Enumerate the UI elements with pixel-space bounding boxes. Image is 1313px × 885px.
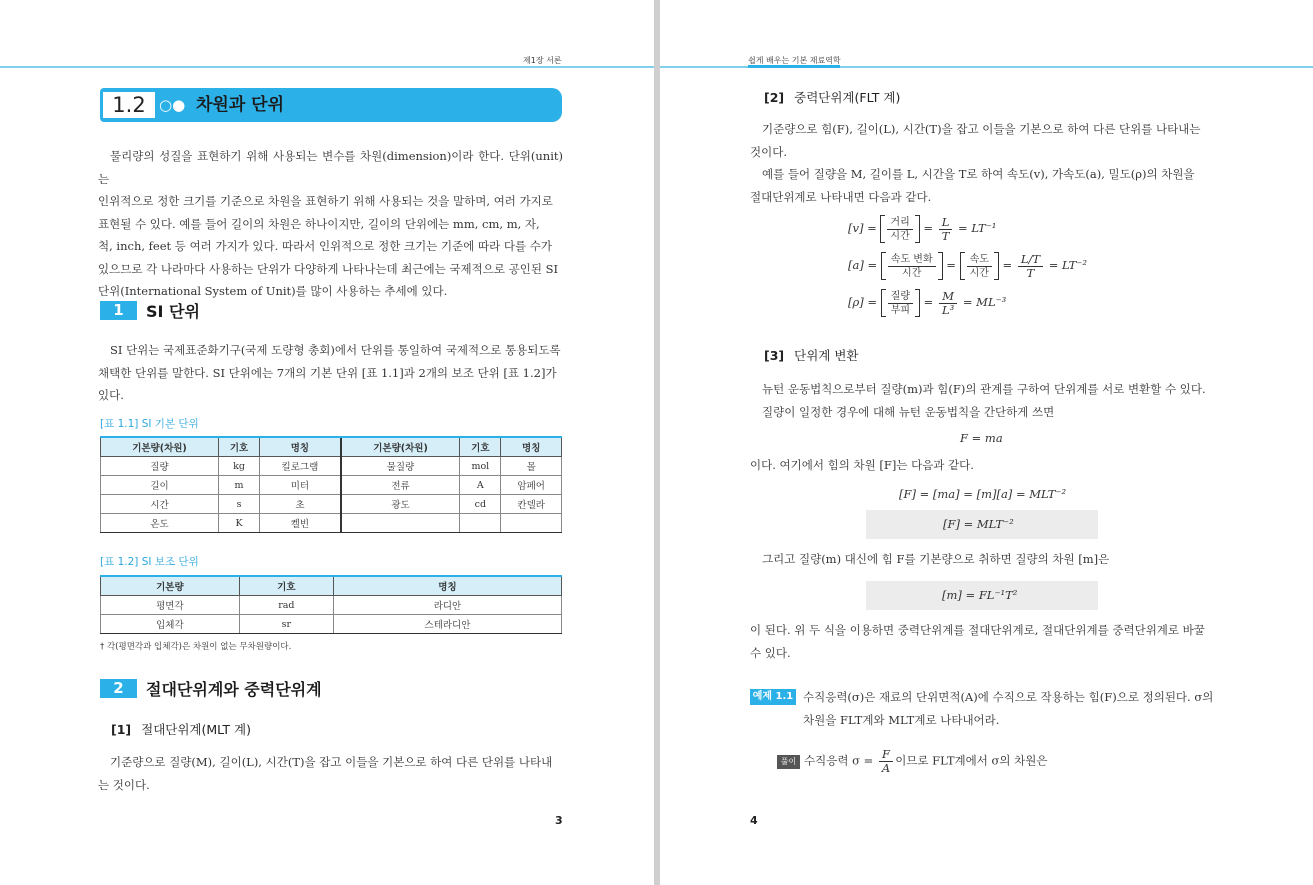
text-line: 이 된다. 위 두 식을 이용하면 중력단위계를 절대단위계로, 절대단위계를 중력단위계로 바꿀 (750, 623, 1205, 637)
subsection-title: SI 단위 (146, 302, 200, 321)
equation-newton: F = ma (960, 431, 1003, 445)
eq-rhs: = LT⁻¹ (958, 221, 997, 235)
running-head: 쉽게 배우는 기본 재료역학 (748, 56, 841, 65)
solution-text (804, 748, 1047, 775)
eq-denominator: T (1026, 265, 1035, 280)
equation-mass-dimension: [m] = FL⁻¹T² (942, 588, 1018, 602)
text-line: 단위(International System of Unit)를 많이 사용하는 추세에 있다. (98, 284, 448, 298)
left-page (0, 0, 654, 885)
text-line: 그리고 질량(m) 대신에 힘 F를 기본량으로 취하면 질량의 차원 [m]은 (762, 552, 1110, 566)
table-cell: cd (460, 495, 501, 514)
eq-numerator: 속도 변화 (888, 253, 936, 267)
si-supplementary-units-table (100, 575, 562, 634)
table-cell: 라디안 (333, 596, 561, 615)
table-cell: 몰 (501, 457, 562, 476)
table-cell: 평면각 (101, 596, 240, 615)
subsection-title: 절대단위계와 중력단위계 (146, 680, 322, 699)
table-row (101, 476, 562, 495)
solution-pre: 수직응력 σ = (804, 753, 874, 768)
eq-numerator: 거리 (887, 216, 912, 230)
eq-rhs: = ML⁻³ (962, 295, 1007, 309)
page-number: 3 (555, 814, 563, 827)
eq-denominator: 부피 (890, 304, 911, 316)
eq-denominator: 시간 (902, 267, 922, 279)
table-cell: A (460, 476, 501, 495)
mass-dimension-text (750, 548, 1214, 571)
text-line: 기준량으로 질량(M), 길이(L), 시간(T)을 잡고 이들을 기본으로 하여 다른 단위를 나타내 (110, 755, 553, 769)
eq-equals: = (946, 258, 956, 272)
table-header: 기호 (219, 437, 260, 457)
heading-unit-conversion (764, 346, 858, 364)
table-header: 기호 (460, 437, 501, 457)
heading-number: [2] (764, 90, 785, 105)
eq-numerator: L/T (1018, 253, 1043, 267)
table-cell: 전류 (341, 476, 460, 495)
section-dots-icon: ○● (159, 96, 186, 114)
conversion-paragraph (750, 378, 1214, 423)
eq-equals: = (923, 221, 934, 235)
intro-paragraph (98, 145, 563, 303)
page-number: 4 (750, 814, 758, 827)
eq-denominator: 시간 (890, 230, 910, 242)
table-header: 기본량(차원) (341, 437, 460, 457)
eq-numerator: L (939, 216, 953, 230)
table-cell: 스테라디안 (333, 615, 561, 634)
table-row (101, 514, 562, 533)
table-cell: 초 (260, 495, 341, 514)
eq-numerator: 질량 (888, 290, 913, 304)
eq-denominator: A (881, 761, 891, 775)
text-line: 물리량의 성질을 표현하기 위해 사용되는 변수를 차원(dimension)이라 한다. 단위(unit)는 (98, 149, 563, 186)
text-line: 척, inch, feet 등 여러 가지가 있다. 따라서 인위적으로 정한 크기는 기준에 따라 다를 수가 (98, 239, 552, 253)
example-badge: 예제 1.1 (750, 689, 796, 705)
equation-force-derivation: [F] = [ma] = [m][a] = MLT⁻² (899, 487, 1067, 501)
example-text (803, 686, 1223, 731)
absolute-system-paragraph (98, 751, 563, 796)
table-cell: 광도 (341, 495, 460, 514)
text-line: 인위적으로 정한 크기를 기준으로 차원을 표현하기 위해 사용되는 것을 말하며, 여러 가지로 (98, 194, 553, 208)
table-cell: 킬로그램 (260, 457, 341, 476)
section-number: 1.2 (103, 92, 155, 118)
text-line: 는 것이다. (98, 777, 150, 792)
solution-post: 이므로 FLT계에서 σ의 차원은 (895, 753, 1048, 768)
table-row (101, 615, 562, 634)
table-cell: 물질량 (341, 457, 460, 476)
text-line: 절대단위계로 나타내면 다음과 같다. (750, 189, 932, 204)
text-line: 채택한 단위를 말한다. SI 단위에는 7개의 기본 단위 [표 1.1]과 2개의 보조 단위 [표 1.2]가 (98, 365, 557, 380)
section-title-bar (100, 88, 562, 122)
text-line: 수 있다. (750, 645, 791, 660)
si-paragraph (98, 339, 563, 407)
table-cell: K (219, 514, 260, 533)
eq-lhs: [ρ] = (848, 295, 878, 309)
text-line: 질량이 일정한 경우에 대해 뉴턴 운동법칙을 간단하게 쓰면 (762, 404, 1055, 419)
eq-denominator: T (941, 228, 950, 243)
text-line: 예를 들어 질량을 M, 길이를 L, 시간을 T로 하여 속도(v), 가속도(a), 밀도(ρ)의 차원을 (762, 167, 1195, 181)
table-caption: [표 1.1] SI 기본 단위 (100, 418, 199, 430)
eq-rhs: = LT⁻² (1048, 258, 1088, 272)
table-header: 명칭 (501, 437, 562, 457)
table-header: 기호 (239, 576, 333, 596)
table-header: 기본량 (101, 576, 240, 596)
table-header: 명칭 (333, 576, 561, 596)
text-line: 뉴턴 운동법칙으로부터 질량(m)과 힘(F)의 관계를 구하여 단위계를 서로 변환할 수 있다. (762, 382, 1206, 396)
running-head: 제1장 서론 (523, 56, 562, 65)
eq-lhs: [v] = (848, 221, 877, 235)
eq-numerator: 속도 (967, 253, 992, 267)
table-row (101, 495, 562, 514)
table-cell (460, 514, 501, 533)
table-cell: kg (219, 457, 260, 476)
text-line: 수직응력(σ)은 재료의 단위면적(A)에 수직으로 작용하는 힘(F)으로 정의된다. σ의 (803, 690, 1214, 704)
table-cell: 켈빈 (260, 514, 341, 533)
table-cell: mol (460, 457, 501, 476)
table-cell: rad (239, 596, 333, 615)
equation-force-dimension: [F] = MLT⁻² (943, 517, 1014, 531)
text-line: 기준량으로 힘(F), 길이(L), 시간(T)을 잡고 이들을 기본으로 하여 다른 단위를 나타내는 (762, 122, 1201, 136)
eq-lhs: [a] = (848, 258, 878, 272)
eq-denominator: L³ (941, 302, 955, 317)
text-line: 있다. (98, 388, 124, 402)
table-header: 기본량(차원) (101, 437, 219, 457)
table-note: † 각(평면각과 입체각)은 차원이 없는 무차원량이다. (100, 642, 292, 652)
equation-density (848, 289, 1006, 317)
section-title: 차원과 단위 (196, 95, 285, 115)
table-cell: 질량 (101, 457, 219, 476)
text-line: 표현될 수 있다. 예를 들어 길이의 차원은 하나이지만, 길이의 단위에는 mm, cm, m, 자, (98, 216, 540, 231)
table-cell: s (219, 495, 260, 514)
table-cell: 입체각 (101, 615, 240, 634)
solution-badge: 풀이 (777, 755, 800, 769)
si-base-units-table (100, 436, 562, 533)
header-rule (0, 66, 654, 68)
heading-number: [1] (111, 722, 132, 737)
table-caption: [표 1.2] SI 보조 단위 (100, 556, 199, 568)
heading-title: 중력단위계(FLT 계) (794, 90, 901, 105)
subsection-number: 1 (100, 301, 137, 320)
conclusion-paragraph (750, 619, 1214, 664)
equation-acceleration (848, 252, 1087, 280)
equation-velocity (848, 215, 996, 243)
table-cell: 암페어 (501, 476, 562, 495)
heading-absolute-system (111, 720, 251, 738)
text-line: SI 단위는 국제표준화기구(국제 도량형 총회)에서 단위를 통일하여 국제적으로 통용되도록 (110, 343, 561, 357)
eq-equals: = (1002, 258, 1013, 272)
heading-gravitational-system (764, 88, 900, 106)
text-line: 것이다. (750, 144, 787, 159)
table-cell (341, 514, 460, 533)
table-cell: sr (239, 615, 333, 634)
text-line: 있으므로 각 나라마다 사용하는 단위가 다양하게 나타나는데 최근에는 국제적으로 공인된 SI (98, 261, 559, 276)
table-cell: 시간 (101, 495, 219, 514)
heading-title: 절대단위계(MLT 계) (141, 722, 251, 737)
table-cell: 미터 (260, 476, 341, 495)
eq-numerator: M (939, 290, 957, 304)
table-cell: m (219, 476, 260, 495)
table-cell: 길이 (101, 476, 219, 495)
text-line: 차원을 FLT계와 MLT계로 나타내어라. (803, 712, 1000, 727)
table-cell: 온도 (101, 514, 219, 533)
table-header: 명칭 (260, 437, 341, 457)
table-cell (501, 514, 562, 533)
table-cell: 칸델라 (501, 495, 562, 514)
gravitational-paragraph (750, 118, 1214, 208)
eq-equals: = (923, 295, 934, 309)
table-row (101, 596, 562, 615)
eq-denominator: 시간 (969, 267, 989, 279)
heading-title: 단위계 변환 (794, 348, 859, 363)
eq-numerator: F (879, 748, 893, 762)
heading-number: [3] (764, 348, 785, 363)
subsection-number: 2 (100, 679, 137, 698)
table-row (101, 457, 562, 476)
force-dimension-text: 이다. 여기에서 힘의 차원 [F]는 다음과 같다. (750, 458, 974, 472)
